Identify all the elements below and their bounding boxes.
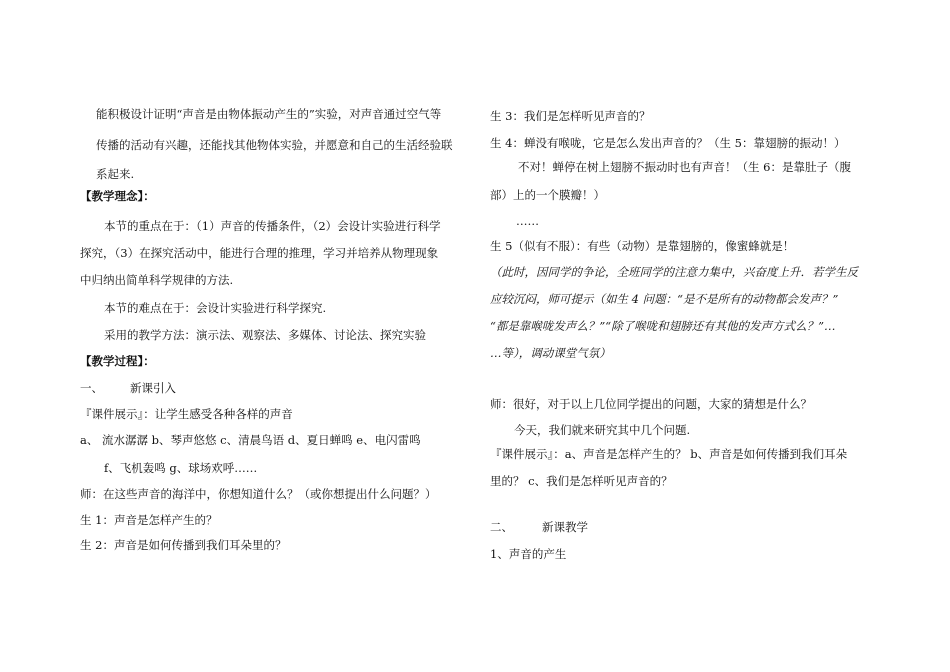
- text-line: 今天，我们就来研究其中几个问题.: [514, 423, 691, 437]
- section-number: 二、: [490, 520, 513, 534]
- text-line: 能积极设计证明“声音是由物体振动产生的”实验，对声音通过空气等: [96, 107, 442, 121]
- text-line: 不对！蝉停在树上翅膀不振动时也有声音！（生 6：是靠肚子（腹: [518, 160, 851, 174]
- text-line: 『课件展示』：让学生感受各种各样的声音: [80, 407, 293, 421]
- text-line: 本节的重点在于：（1）声音的传播条件，（2）会设计实验进行科学: [104, 219, 441, 233]
- italic-note-line: “都是靠喉咙发声么？”“除了喉咙和翅膀还有其他的发声方式么？”…: [490, 319, 836, 333]
- text-line: 师：很好，对于以上几位同学提出的问题，大家的猜想是什么？: [490, 397, 812, 411]
- section-title: 新课教学: [542, 520, 588, 534]
- text-line: a、 流水潺潺 b、琴声悠悠 c、清晨鸟语 d、夏日蝉鸣 e、电闪雷鸣: [80, 433, 421, 447]
- text-line: 生 5（似有不服）：有些（动物）是靠翅膀的，像蜜蜂就是！: [490, 239, 795, 253]
- ellipsis-line: ……: [516, 214, 539, 228]
- section-number: 一、: [80, 381, 103, 395]
- text-line: 本节的难点在于：会设计实验进行科学探究.: [104, 301, 327, 315]
- text-line: 采用的教学方法：演示法、观察法、多媒体、讨论法、探究实验: [104, 328, 426, 342]
- section-title: 新课引入: [130, 381, 176, 395]
- text-line: 生 3：我们是怎样听见声音的？: [490, 109, 651, 123]
- text-line: f、飞机轰鸣 g、球场欢呼……: [104, 461, 258, 475]
- text-line: 生 1：声音是怎样产生的？: [80, 513, 218, 527]
- text-line: 里的？ c、我们是怎样听见声音的？: [490, 474, 673, 488]
- text-line: 『课件展示』：a、声音是怎样产生的？ b、声音是如何传播到我们耳朵: [490, 447, 848, 461]
- text-line: 生 4：蝉没有喉咙，它是怎么发出声音的？（生 5：靠翅膀的振动！）: [490, 136, 846, 150]
- text-line: 系起来.: [96, 167, 135, 181]
- italic-note-line: （此时，因同学的争论，全班同学的注意力集中，兴奋度上升．若学生反: [490, 265, 858, 279]
- text-line: 部）上的一个膜瓣！）: [490, 188, 605, 202]
- text-line: 传播的活动有兴趣，还能找其他物体实验，并愿意和自己的生活经验联: [96, 138, 453, 152]
- heading-teaching-philosophy: 【教学理念】：: [80, 189, 155, 203]
- subsection-title: 1、声音的产生: [490, 547, 567, 561]
- text-line: 探究，（3）在探究活动中，能进行合理的推理，学习并培养从物理现象: [80, 246, 439, 260]
- text-line: 中归纳出简单科学规律的方法.: [80, 273, 234, 287]
- italic-note-line: …等），调动课堂气氛）: [490, 346, 611, 360]
- italic-note-line: 应较沉闷，师可提示（如生 4 问题：“是不是所有的动物都会发声？”: [490, 292, 839, 306]
- text-line: 师：在这些声音的海洋中，你想知道什么？（或你想提出什么问题？）: [80, 487, 437, 501]
- text-line: 生 2：声音是如何传播到我们耳朵里的？: [80, 538, 287, 552]
- heading-teaching-process: 【教学过程】：: [80, 354, 155, 368]
